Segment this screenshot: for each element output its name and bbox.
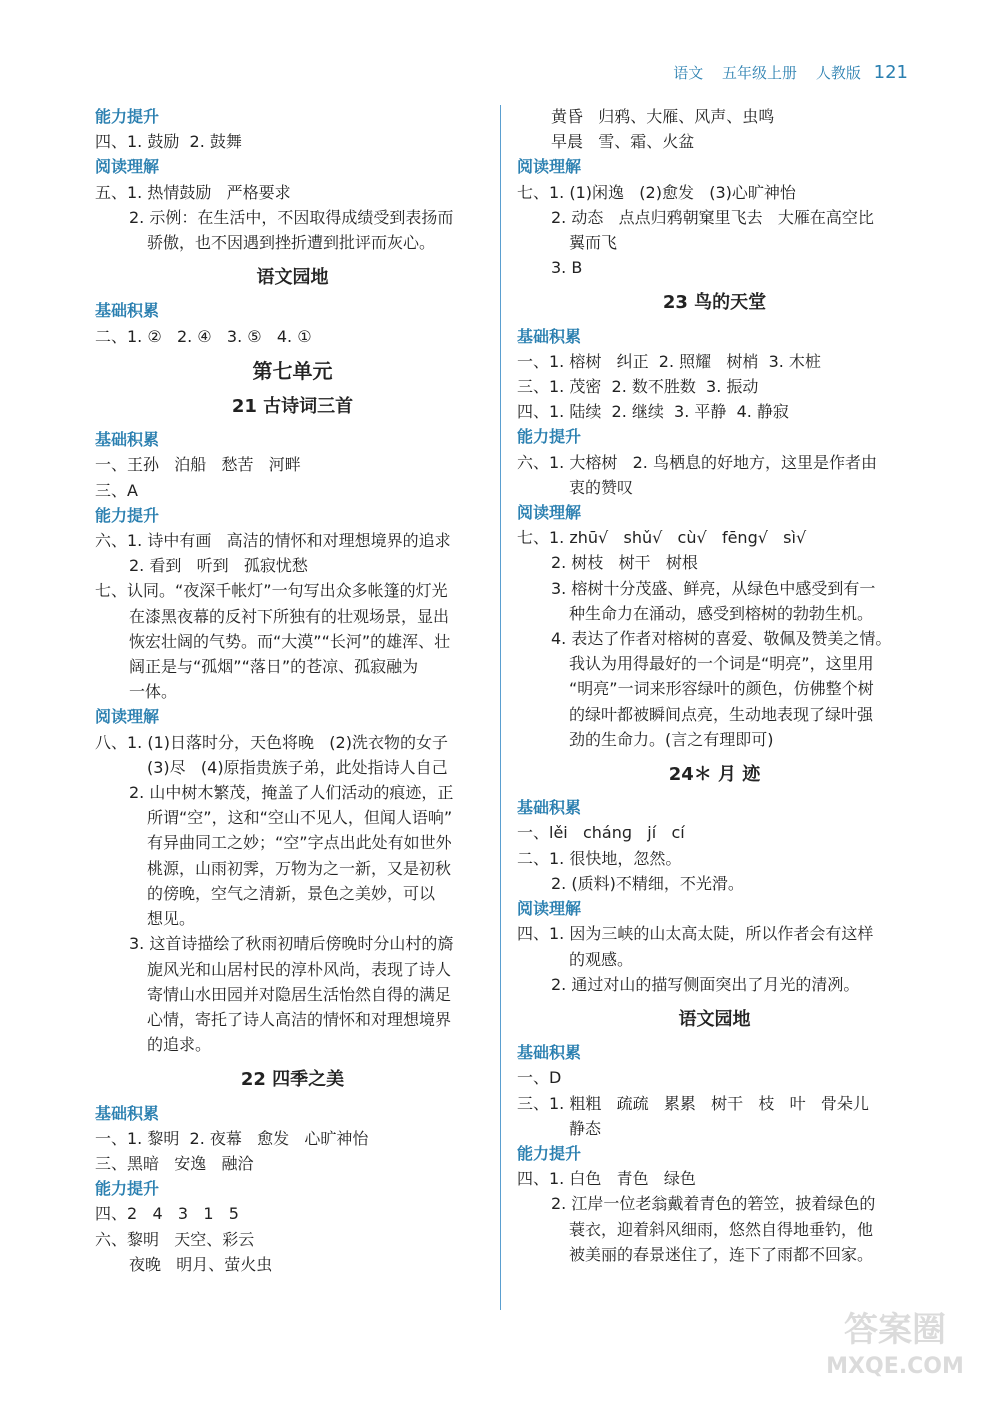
answer-line: 黄昏 归鸦、大雁、风声、虫鸣 [551,107,775,126]
header-subject: 语文 [673,64,704,82]
answer-line: 三、1. 粗粗 疏疏 累累 树干 枝 叶 骨朵儿 [517,1093,869,1113]
answer-line: 3. B [551,258,583,278]
answer-line: 二、1. ② 2. ④ 3. ⑤ 4. ① [95,326,312,346]
lesson-title: 21 古诗词三首 [231,396,354,418]
answer-line: 寄情山水田园并对隐居生活怡然自得的满足 [147,984,452,1004]
answer-line: 衷的赞叹 [569,477,634,497]
section-heading: 能力提升 [95,107,160,126]
answer-line: 早晨 雪、霜、火盆 [551,132,695,152]
section-heading: 能力提升 [517,1143,582,1163]
answer-line: 静态 [569,1118,602,1138]
answer-line: 所谓“空”，这和“空山不见人，但闻人语响” [147,808,453,828]
answer-line: 3. 这首诗描绘了秋雨初晴后傍晚时分山村的旖 [129,934,454,954]
answer-line: 夜晚 明月、萤火虫 [129,1254,273,1274]
answer-line: 恢宏壮阔的气势。而“大漠”“长河”的雄浑、壮 [129,631,451,651]
section-heading: 阅读理解 [517,503,582,523]
answer-line: 种生命力在涌动，感受到榕树的勃勃生机。 [569,603,874,623]
answer-line: 七、认同。“夜深千帐灯”一句写出众多帐篷的灯光 [95,581,448,601]
column-divider [500,105,501,1310]
answer-line: “明亮”一词来形容绿叶的颜色，仿佛整个树 [569,679,874,699]
answer-line: 骄傲，也不因遇到挫折遭到批评而灰心。 [147,233,436,253]
answer-line: 的傍晚，空气之清新，景色之美妙，可以 [147,883,436,903]
answer-line: 八、1. (1)日落时分，天色将晚 (2)洗衣物的女子 [95,732,448,752]
answer-line: 五、1. 热情鼓励 严格要求 [95,182,291,202]
answer-line: 三、1. 茂密 2. 数不胜数 3. 振动 [517,377,759,397]
answer-line: 一体。 [129,682,178,702]
answer-line: 心情，寄托了诗人高洁的情怀和对理想境界 [147,1009,452,1029]
answer-line: 4. 表达了作者对榕树的喜爱、敬佩及赞美之情。 [551,629,892,649]
answer-line: 的观感。 [569,949,634,969]
section-heading: 阅读理解 [95,157,160,177]
section-heading: 阅读理解 [95,707,160,727]
answer-line: 六、1. 诗中有画 高洁的情怀和对理想境界的追求 [95,531,451,551]
section-heading: 基础积累 [95,301,160,321]
page-number: 121 [873,62,908,83]
lesson-title: 23 鸟的天堂 [662,292,767,314]
answer-line: 2. 示例：在生活中，不因取得成绩受到表扬而 [129,207,454,227]
page-header [659,62,908,83]
unit-title: 第七单元 [252,358,333,383]
answer-line: 2. 看到 听到 孤寂忧愁 [129,556,308,576]
answer-line: 四、1. 白色 青色 绿色 [517,1169,696,1189]
answer-line: 2. (质料)不精细，不光滑。 [551,873,744,893]
lesson-title: 语文园地 [678,1008,751,1030]
answer-line: 一、lěi chánɡ jí cí [517,823,685,843]
answer-line: 2. 通过对山的描写侧面突出了月光的清冽。 [551,974,860,994]
answer-line: 2. 树枝 树干 树根 [551,553,698,573]
answer-line: 2. 山中树木繁茂，掩盖了人们活动的痕迹，正 [129,783,454,803]
section-heading: 阅读理解 [517,157,582,177]
lesson-title: 语文园地 [256,267,329,289]
watermark-url: MXQE.COM [826,1354,964,1379]
answer-line: 三、黑暗 安逸 融洽 [95,1153,254,1173]
watermark-logo [810,1301,980,1381]
section-heading: 阅读理解 [517,899,582,919]
answer-line: 3. 榕树十分茂盛、鲜亮，从绿色中感受到有一 [551,578,876,598]
section-heading: 基础积累 [517,1043,582,1063]
section-heading: 基础积累 [95,430,160,450]
answer-line: 七、1. zhū√ shǔ√ cù√ fēng√ sì√ [517,528,807,548]
answer-line: 六、1. 大榕树 2. 鸟栖息的好地方，这里是作者由 [517,452,877,472]
answer-line: 翼而飞 [569,233,618,253]
answer-line: 的绿叶都被瞬间点亮，生动地表现了绿叶强 [569,704,874,724]
section-heading: 能力提升 [517,427,582,447]
answer-line: 四、1. 因为三峡的山太高太陡，所以作者会有这样 [517,924,874,944]
answer-line: (3)尽 (4)原指贵族子弟，此处指诗人自己 [147,757,448,777]
answer-line: 被美丽的春景迷住了，连下了雨都不回家。 [569,1244,874,1264]
answer-line: 有异曲同工之妙；“空”字点出此处有如世外 [147,833,452,853]
answer-line: 蓑衣，迎着斜风细雨，悠然自得地垂钓，他 [569,1219,874,1239]
right-column [517,104,912,1267]
lesson-title: 24＊ 月 迹 [668,764,761,786]
section-heading: 基础积累 [517,326,582,346]
section-heading: 基础积累 [95,1103,160,1123]
answer-line: 四、2 4 3 1 5 [95,1204,239,1224]
answer-line: 2. 江岸一位老翁戴着青色的箬笠，披着绿色的 [551,1194,876,1214]
answer-line: 六、黎明 天空、彩云 [95,1229,255,1249]
answer-line: 2. 动态 点点归鸦朝窠里飞去 大雁在高空比 [551,207,874,227]
section-heading: 能力提升 [95,505,160,525]
answer-line: 三、A [95,480,138,500]
section-heading: 能力提升 [95,1179,160,1199]
answer-line: 阔正是与“孤烟”“落日”的苍凉、孤寂融为 [129,657,419,677]
answer-line: 一、1. 黎明 2. 夜幕 愈发 心旷神怡 [95,1128,369,1148]
section-heading: 基础积累 [517,798,582,818]
answer-line: 四、1. 陆续 2. 继续 3. 平静 4. 静寂 [517,402,789,422]
answer-line: 旎风光和山居村民的淳朴风尚，表现了诗人 [147,959,452,979]
answer-line: 一、王孙 泊船 愁苦 河畔 [95,455,301,475]
answer-line: 一、1. 榕树 纠正 2. 照耀 树梢 3. 木桩 [517,351,821,371]
watermark-text: 答案圈 [844,1310,946,1350]
answer-line: 七、1. (1)闲逸 (2)愈发 (3)心旷神怡 [517,182,796,202]
lesson-title: 22 四季之美 [240,1069,345,1091]
answer-line: 在漆黑夜幕的反衬下所独有的壮观场景，显出 [129,606,450,626]
answer-line: 我认为用得最好的一个词是“明亮”，这里用 [569,654,874,674]
answer-line: 二、1. 很快地，忽然。 [517,848,682,868]
header-grade: 五年级上册 [722,64,798,82]
answer-line: 劲的生命力。(言之有理即可) [569,729,774,749]
left-column [95,104,490,1277]
answer-line: 四、1. 鼓励 2. 鼓舞 [95,132,242,152]
answer-line: 想见。 [147,909,196,929]
answer-line: 一、D [517,1068,562,1088]
header-edition: 人教版 [815,64,861,82]
answer-line: 桃源，山雨初霁，万物为之一新，又是初秋 [147,858,452,878]
answer-line: 的追求。 [147,1035,212,1055]
